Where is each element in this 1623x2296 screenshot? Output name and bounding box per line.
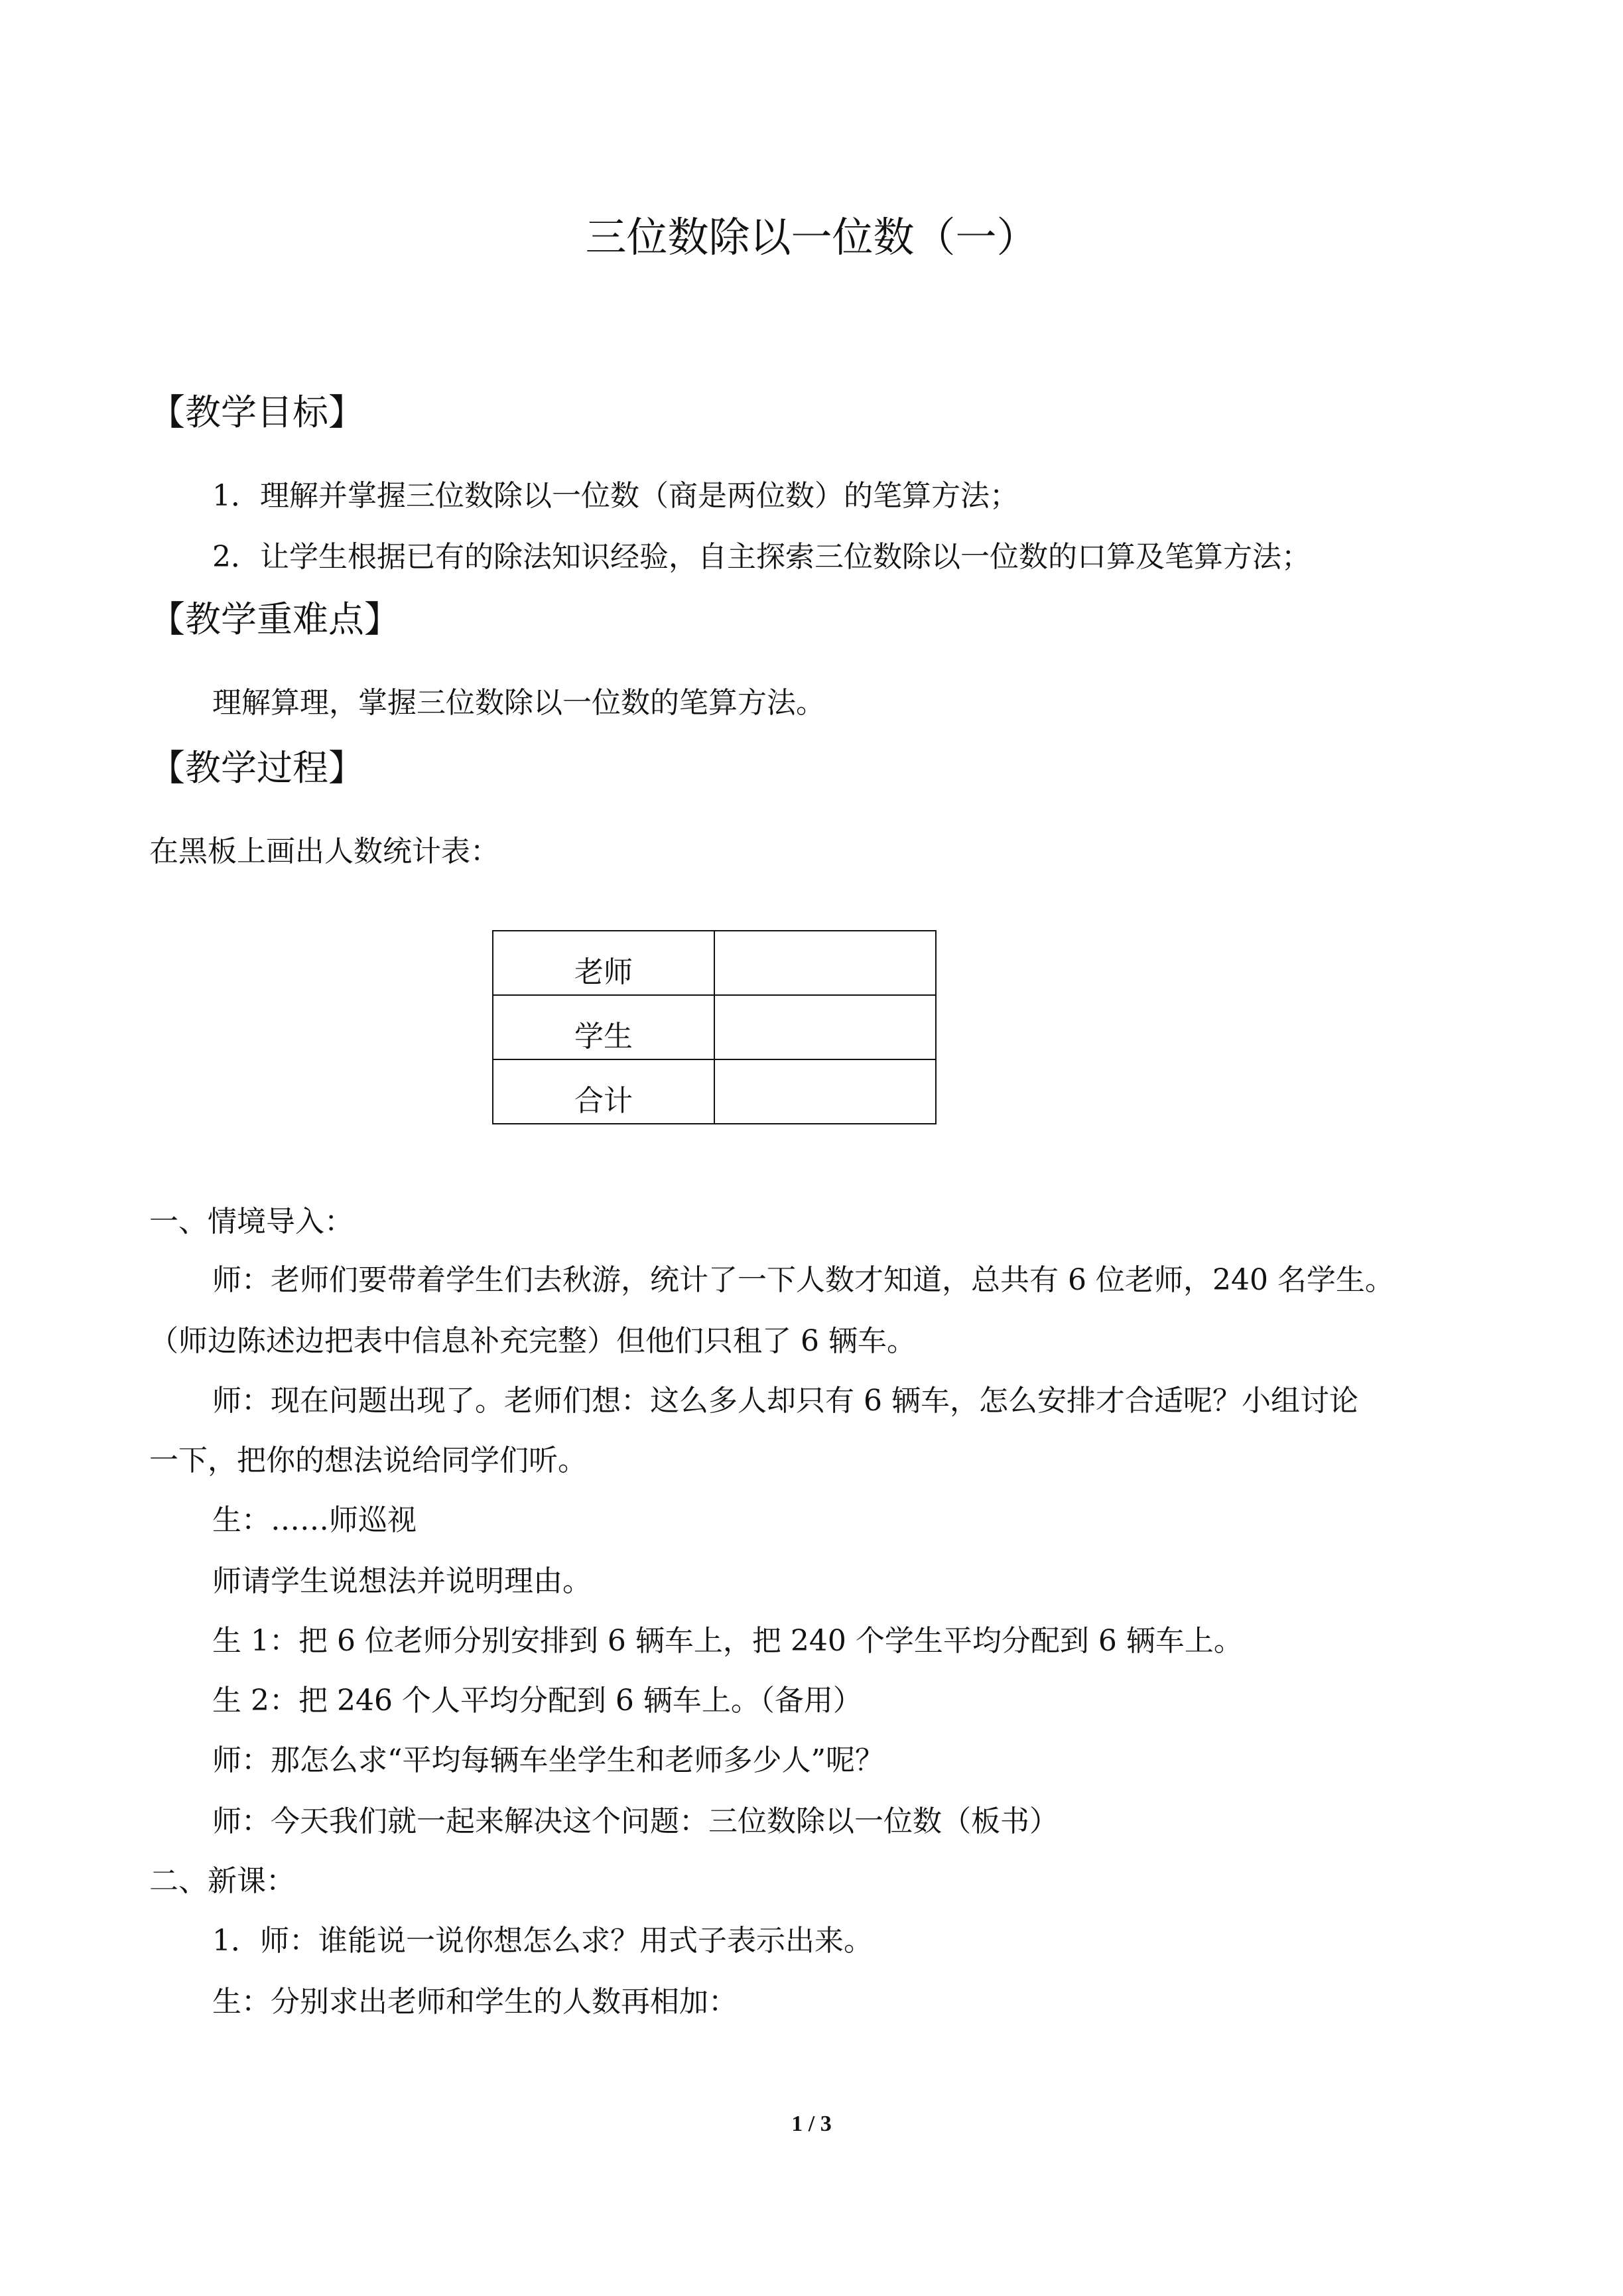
part2-heading: 二、新课： <box>149 1864 295 1898</box>
table-row <box>493 1059 936 1124</box>
table-row <box>493 995 936 1059</box>
process-heading: 【教学过程】 <box>149 747 364 789</box>
page-number: 1 / 3 <box>791 2112 832 2136</box>
part1-paragraph-1-line-2: （师边陈述边把表中信息补充完整）但他们只租了 6 辆车。 <box>149 1324 916 1358</box>
table-cell-label: 合计 <box>493 1059 714 1124</box>
goal-item-1: 1．理解并掌握三位数除以一位数（商是两位数）的笔算方法； <box>212 479 1019 513</box>
part1-paragraph-6: 生 2：把 246 个人平均分配到 6 辆车上。（备用） <box>212 1684 862 1718</box>
part1-paragraph-3: 生：……师巡视 <box>212 1503 417 1537</box>
keypoints-heading: 【教学重难点】 <box>149 598 400 640</box>
goals-heading: 【教学目标】 <box>149 391 364 433</box>
part1-paragraph-4: 师请学生说想法并说明理由。 <box>212 1564 592 1598</box>
goal-item-2: 2．让学生根据已有的除法知识经验，自主探索三位数除以一位数的口算及笔算方法； <box>212 540 1311 574</box>
part1-heading: 一、情境导入： <box>149 1205 354 1239</box>
headcount-table <box>492 930 937 1124</box>
part2-paragraph-1: 1．师：谁能说一说你想怎么求？用式子表示出来。 <box>212 1924 873 1958</box>
part1-paragraph-8: 师：今天我们就一起来解决这个问题：三位数除以一位数（板书） <box>212 1804 1059 1838</box>
part1-paragraph-2-line-2: 一下，把你的想法说给同学们听。 <box>149 1444 587 1477</box>
part1-paragraph-1-line-1: 师：老师们要带着学生们去秋游，统计了一下人数才知道，总共有 6 位老师，240 名学生。 <box>212 1263 1394 1297</box>
board-intro-text: 在黑板上画出人数统计表： <box>149 835 499 868</box>
table-cell-value <box>714 931 936 995</box>
keypoints-text: 理解算理，掌握三位数除以一位数的笔算方法。 <box>212 686 825 720</box>
part1-paragraph-7: 师：那怎么求“平均每辆车坐学生和老师多少人”呢？ <box>212 1743 884 1777</box>
table-cell-label: 学生 <box>493 995 714 1059</box>
table-row <box>493 931 936 995</box>
table-cell-label: 老师 <box>493 931 714 995</box>
table-cell-value <box>714 1059 936 1124</box>
part1-paragraph-5: 生 1：把 6 位老师分别安排到 6 辆车上，把 240 个学生平均分配到 6 辆车上。 <box>212 1624 1243 1658</box>
document-title: 三位数除以一位数（一） <box>585 213 1038 261</box>
table-cell-value <box>714 995 936 1059</box>
part1-paragraph-2-line-1: 师：现在问题出现了。老师们想：这么多人却只有 6 辆车，怎么安排才合适呢？小组讨论 <box>212 1384 1358 1418</box>
part2-paragraph-2: 生：分别求出老师和学生的人数再相加： <box>212 1985 738 2019</box>
